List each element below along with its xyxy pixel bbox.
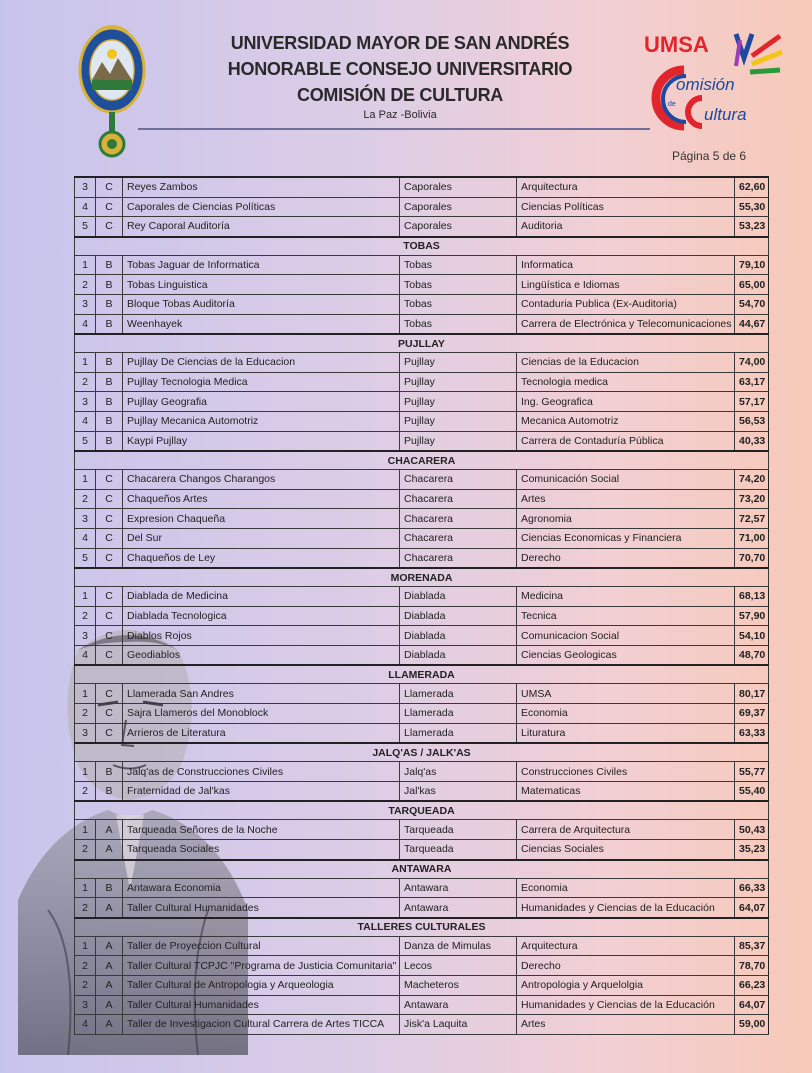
table-row: [75, 197, 769, 217]
table-row: [75, 294, 769, 314]
academic-unit-cell: Humanidades y Ciencias de la Educación: [517, 898, 735, 918]
table-row: [75, 275, 769, 295]
table-row: [75, 177, 769, 197]
score-cell: 53,23: [735, 217, 769, 237]
category-cell: C: [96, 626, 123, 646]
group-name-cell: Taller de Proyeccion Cultural: [123, 936, 400, 956]
group-name-cell: Taller Cultural Humanidades: [123, 898, 400, 918]
dance-type-cell: Caporales: [400, 217, 517, 237]
category-cell: B: [96, 392, 123, 412]
dance-type-cell: Tobas: [400, 275, 517, 295]
dance-type-cell: Pujllay: [400, 411, 517, 431]
row-number-cell: 2: [75, 606, 96, 626]
dance-type-cell: Diablada: [400, 587, 517, 607]
group-name-cell: Taller Cultural Humanidades: [123, 995, 400, 1015]
academic-unit-cell: Derecho: [517, 956, 735, 976]
academic-unit-cell: Medicina: [517, 587, 735, 607]
academic-unit-cell: Lituratura: [517, 723, 735, 743]
document-header: [180, 30, 620, 122]
section-header-row: [75, 568, 769, 587]
row-number-cell: 2: [75, 976, 96, 996]
dance-type-cell: Llamerada: [400, 723, 517, 743]
row-number-cell: 2: [75, 956, 96, 976]
section-title: JALQ'AS / JALK'AS: [75, 743, 769, 762]
section-title: LLAMERADA: [75, 665, 769, 684]
score-cell: 57,17: [735, 392, 769, 412]
results-table: [74, 176, 769, 1035]
academic-unit-cell: Informatica: [517, 255, 735, 275]
dance-type-cell: Chacarera: [400, 548, 517, 568]
section-header-row: [75, 918, 769, 937]
academic-unit-cell: Economia: [517, 878, 735, 898]
group-name-cell: Diablada Tecnologica: [123, 606, 400, 626]
academic-unit-cell: Tecnica: [517, 606, 735, 626]
category-cell: C: [96, 645, 123, 665]
row-number-cell: 5: [75, 431, 96, 451]
commission-name: COMISIÓN DE CULTURA: [297, 85, 503, 105]
score-cell: 85,37: [735, 936, 769, 956]
category-cell: C: [96, 704, 123, 724]
header-divider: [138, 128, 650, 130]
academic-unit-cell: Ciencias de la Educacion: [517, 353, 735, 373]
academic-unit-cell: Tecnologia medica: [517, 372, 735, 392]
score-cell: 54,70: [735, 294, 769, 314]
academic-unit-cell: Ciencias Sociales: [517, 840, 735, 860]
dance-type-cell: Pujllay: [400, 353, 517, 373]
university-seal-logo: [76, 18, 148, 166]
row-number-cell: 4: [75, 645, 96, 665]
group-name-cell: Caporales de Ciencias Políticas: [123, 197, 400, 217]
row-number-cell: 4: [75, 528, 96, 548]
section-title: ANTAWARA: [75, 860, 769, 879]
dance-type-cell: Jisk'a Laquita: [400, 1015, 517, 1035]
group-name-cell: Pujllay Geografia: [123, 392, 400, 412]
score-cell: 79,10: [735, 255, 769, 275]
score-cell: 44,67: [735, 314, 769, 334]
academic-unit-cell: Ciencias Políticas: [517, 197, 735, 217]
category-cell: C: [96, 470, 123, 490]
score-cell: 74,20: [735, 470, 769, 490]
category-cell: C: [96, 489, 123, 509]
umsa-comision-cultura-logo: [640, 26, 790, 138]
row-number-cell: 1: [75, 684, 96, 704]
table-row: [75, 314, 769, 334]
group-name-cell: Sajra Llameros del Monoblock: [123, 704, 400, 724]
score-cell: 63,33: [735, 723, 769, 743]
dance-type-cell: Tarqueada: [400, 820, 517, 840]
table-row: [75, 255, 769, 275]
group-name-cell: Tobas Linguistica: [123, 275, 400, 295]
location: La Paz -Bolivia: [363, 109, 437, 121]
group-name-cell: Jalq'as de Construcciones Civiles: [123, 762, 400, 782]
category-cell: A: [96, 820, 123, 840]
score-cell: 40,33: [735, 431, 769, 451]
group-name-cell: Pujllay Mecanica Automotriz: [123, 411, 400, 431]
group-name-cell: Reyes Zambos: [123, 177, 400, 197]
group-name-cell: Diablos Rojos: [123, 626, 400, 646]
dance-type-cell: Pujllay: [400, 392, 517, 412]
dance-type-cell: Chacarera: [400, 489, 517, 509]
score-cell: 64,07: [735, 995, 769, 1015]
academic-unit-cell: Mecanica Automotriz: [517, 411, 735, 431]
group-name-cell: Rey Caporal Auditoría: [123, 217, 400, 237]
group-name-cell: Geodiablos: [123, 645, 400, 665]
academic-unit-cell: Arquitectura: [517, 936, 735, 956]
academic-unit-cell: Economia: [517, 704, 735, 724]
section-header-row: [75, 860, 769, 879]
section-header-row: [75, 801, 769, 820]
row-number-cell: 4: [75, 411, 96, 431]
row-number-cell: 1: [75, 255, 96, 275]
table-row: [75, 587, 769, 607]
category-cell: A: [96, 995, 123, 1015]
dance-type-cell: Chacarera: [400, 509, 517, 529]
academic-unit-cell: Artes: [517, 489, 735, 509]
table-row: [75, 626, 769, 646]
table-row: [75, 820, 769, 840]
category-cell: C: [96, 684, 123, 704]
table-row: [75, 898, 769, 918]
row-number-cell: 2: [75, 704, 96, 724]
dance-type-cell: Diablada: [400, 626, 517, 646]
row-number-cell: 5: [75, 217, 96, 237]
score-cell: 70,70: [735, 548, 769, 568]
row-number-cell: 2: [75, 898, 96, 918]
category-cell: C: [96, 723, 123, 743]
university-name: UNIVERSIDAD MAYOR DE SAN ANDRÉS: [230, 33, 570, 53]
row-number-cell: 1: [75, 936, 96, 956]
dance-type-cell: Diablada: [400, 606, 517, 626]
section-header-row: [75, 237, 769, 256]
group-name-cell: Antawara Economia: [123, 878, 400, 898]
row-number-cell: 4: [75, 314, 96, 334]
academic-unit-cell: Carrera de Electrónica y Telecomunicaciones: [517, 314, 735, 334]
dance-type-cell: Tarqueada: [400, 840, 517, 860]
category-cell: B: [96, 353, 123, 373]
row-number-cell: 2: [75, 840, 96, 860]
section-header-row: [75, 451, 769, 470]
score-cell: 78,70: [735, 956, 769, 976]
group-name-cell: Tarqueada Señores de la Noche: [123, 820, 400, 840]
group-name-cell: Arrieros de Literatura: [123, 723, 400, 743]
score-cell: 64,07: [735, 898, 769, 918]
score-cell: 59,00: [735, 1015, 769, 1035]
table-row: [75, 723, 769, 743]
score-cell: 74,00: [735, 353, 769, 373]
category-cell: B: [96, 372, 123, 392]
dance-type-cell: Llamerada: [400, 704, 517, 724]
academic-unit-cell: Auditoria: [517, 217, 735, 237]
academic-unit-cell: Derecho: [517, 548, 735, 568]
table-row: [75, 392, 769, 412]
row-number-cell: 1: [75, 587, 96, 607]
table-row: [75, 528, 769, 548]
group-name-cell: Chacarera Changos Charangos: [123, 470, 400, 490]
section-header-row: [75, 665, 769, 684]
group-name-cell: Llamerada San Andres: [123, 684, 400, 704]
category-cell: A: [96, 898, 123, 918]
category-cell: A: [96, 840, 123, 860]
category-cell: C: [96, 587, 123, 607]
score-cell: 35,23: [735, 840, 769, 860]
group-name-cell: Taller Cultural TCPJC "Programa de Justicia Comunitaria": [123, 956, 400, 976]
row-number-cell: 5: [75, 548, 96, 568]
section-header-row: [75, 743, 769, 762]
table-row: [75, 548, 769, 568]
table-row: [75, 956, 769, 976]
category-cell: B: [96, 781, 123, 801]
group-name-cell: Tarqueada Sociales: [123, 840, 400, 860]
dance-type-cell: Pujllay: [400, 372, 517, 392]
group-name-cell: Taller Cultural de Antropologia y Arqueologia: [123, 976, 400, 996]
score-cell: 69,37: [735, 704, 769, 724]
dance-type-cell: Tobas: [400, 314, 517, 334]
dance-type-cell: Jal'kas: [400, 781, 517, 801]
academic-unit-cell: Arquitectura: [517, 177, 735, 197]
page-number: Página 5 de 6: [672, 149, 747, 163]
dance-type-cell: Antawara: [400, 995, 517, 1015]
dance-type-cell: Caporales: [400, 177, 517, 197]
score-cell: 57,90: [735, 606, 769, 626]
row-number-cell: 3: [75, 509, 96, 529]
section-title: CHACARERA: [75, 451, 769, 470]
table-row: [75, 1015, 769, 1035]
group-name-cell: Taller de Investigacion Cultural Carrera de Artes TICCA: [123, 1015, 400, 1035]
table-row: [75, 781, 769, 801]
category-cell: B: [96, 294, 123, 314]
group-name-cell: Weenhayek: [123, 314, 400, 334]
category-cell: B: [96, 878, 123, 898]
category-cell: B: [96, 762, 123, 782]
academic-unit-cell: Lingüística e Idiomas: [517, 275, 735, 295]
category-cell: C: [96, 606, 123, 626]
score-cell: 55,40: [735, 781, 769, 801]
score-cell: 68,13: [735, 587, 769, 607]
group-name-cell: Kaypi Pujllay: [123, 431, 400, 451]
row-number-cell: 3: [75, 177, 96, 197]
table-row: [75, 431, 769, 451]
table-row: [75, 684, 769, 704]
score-cell: 73,20: [735, 489, 769, 509]
score-cell: 62,60: [735, 177, 769, 197]
row-number-cell: 1: [75, 820, 96, 840]
table-row: [75, 976, 769, 996]
table-row: [75, 509, 769, 529]
dance-type-cell: Chacarera: [400, 470, 517, 490]
table-row: [75, 645, 769, 665]
row-number-cell: 3: [75, 995, 96, 1015]
score-cell: 65,00: [735, 275, 769, 295]
section-title: TALLERES CULTURALES: [75, 918, 769, 937]
category-cell: A: [96, 956, 123, 976]
row-number-cell: 2: [75, 372, 96, 392]
row-number-cell: 1: [75, 878, 96, 898]
svg-text:ultura: ultura: [704, 105, 747, 124]
score-cell: 63,17: [735, 372, 769, 392]
academic-unit-cell: Ciencias Economicas y Financiera: [517, 528, 735, 548]
row-number-cell: 3: [75, 294, 96, 314]
dance-type-cell: Antawara: [400, 878, 517, 898]
academic-unit-cell: Carrera de Arquitectura: [517, 820, 735, 840]
academic-unit-cell: UMSA: [517, 684, 735, 704]
section-title: TOBAS: [75, 237, 769, 256]
group-name-cell: Bloque Tobas Auditoría: [123, 294, 400, 314]
category-cell: B: [96, 431, 123, 451]
row-number-cell: 1: [75, 353, 96, 373]
dance-type-cell: Pujllay: [400, 431, 517, 451]
score-cell: 80,17: [735, 684, 769, 704]
row-number-cell: 1: [75, 762, 96, 782]
group-name-cell: Del Sur: [123, 528, 400, 548]
row-number-cell: 2: [75, 781, 96, 801]
group-name-cell: Chaqueños de Ley: [123, 548, 400, 568]
table-row: [75, 995, 769, 1015]
dance-type-cell: Lecos: [400, 956, 517, 976]
dance-type-cell: Jalq'as: [400, 762, 517, 782]
section-header-row: [75, 334, 769, 353]
category-cell: A: [96, 936, 123, 956]
academic-unit-cell: Ing. Geografica: [517, 392, 735, 412]
academic-unit-cell: Agronomia: [517, 509, 735, 529]
category-cell: C: [96, 217, 123, 237]
table-row: [75, 217, 769, 237]
section-title: TARQUEADA: [75, 801, 769, 820]
score-cell: 48,70: [735, 645, 769, 665]
academic-unit-cell: Artes: [517, 1015, 735, 1035]
section-title: MORENADA: [75, 568, 769, 587]
table-row: [75, 372, 769, 392]
academic-unit-cell: Construcciones Civiles: [517, 762, 735, 782]
svg-text:UMSA: UMSA: [644, 32, 709, 57]
table-row: [75, 470, 769, 490]
score-cell: 66,33: [735, 878, 769, 898]
dance-type-cell: Chacarera: [400, 528, 517, 548]
academic-unit-cell: Humanidades y Ciencias de la Educación: [517, 995, 735, 1015]
row-number-cell: 3: [75, 723, 96, 743]
category-cell: C: [96, 509, 123, 529]
academic-unit-cell: Comunicación Social: [517, 470, 735, 490]
category-cell: B: [96, 314, 123, 334]
score-cell: 50,43: [735, 820, 769, 840]
row-number-cell: 2: [75, 489, 96, 509]
group-name-cell: Pujllay Tecnologia Medica: [123, 372, 400, 392]
svg-text:de: de: [668, 101, 676, 108]
svg-text:omisión: omisión: [676, 75, 735, 94]
academic-unit-cell: Matematicas: [517, 781, 735, 801]
category-cell: C: [96, 528, 123, 548]
group-name-cell: Pujllay De Ciencias de la Educacion: [123, 353, 400, 373]
score-cell: 55,77: [735, 762, 769, 782]
row-number-cell: 4: [75, 197, 96, 217]
score-cell: 66,23: [735, 976, 769, 996]
dance-type-cell: Macheteros: [400, 976, 517, 996]
dance-type-cell: Llamerada: [400, 684, 517, 704]
table-row: [75, 489, 769, 509]
academic-unit-cell: Carrera de Contaduría Pública: [517, 431, 735, 451]
category-cell: A: [96, 1015, 123, 1035]
table-row: [75, 353, 769, 373]
category-cell: B: [96, 255, 123, 275]
group-name-cell: Chaqueños Artes: [123, 489, 400, 509]
score-cell: 54,10: [735, 626, 769, 646]
row-number-cell: 4: [75, 1015, 96, 1035]
section-title: PUJLLAY: [75, 334, 769, 353]
table-row: [75, 762, 769, 782]
row-number-cell: 2: [75, 275, 96, 295]
score-cell: 56,53: [735, 411, 769, 431]
row-number-cell: 3: [75, 626, 96, 646]
dance-type-cell: Caporales: [400, 197, 517, 217]
category-cell: C: [96, 548, 123, 568]
academic-unit-cell: Ciencias Geologicas: [517, 645, 735, 665]
table-row: [75, 704, 769, 724]
table-row: [75, 840, 769, 860]
category-cell: C: [96, 177, 123, 197]
group-name-cell: Diablada de Medicina: [123, 587, 400, 607]
academic-unit-cell: Comunicacion Social: [517, 626, 735, 646]
row-number-cell: 1: [75, 470, 96, 490]
council-name: HONORABLE CONSEJO UNIVERSITARIO: [227, 59, 573, 79]
dance-type-cell: Danza de Mimulas: [400, 936, 517, 956]
category-cell: A: [96, 976, 123, 996]
score-cell: 55,30: [735, 197, 769, 217]
category-cell: C: [96, 197, 123, 217]
dance-type-cell: Diablada: [400, 645, 517, 665]
dance-type-cell: Tobas: [400, 294, 517, 314]
table-row: [75, 411, 769, 431]
score-cell: 71,00: [735, 528, 769, 548]
group-name-cell: Expresion Chaqueña: [123, 509, 400, 529]
results-table-body: [75, 177, 769, 1034]
table-row: [75, 878, 769, 898]
dance-type-cell: Tobas: [400, 255, 517, 275]
group-name-cell: Tobas Jaguar de Informatica: [123, 255, 400, 275]
academic-unit-cell: Contaduria Publica (Ex-Auditoria): [517, 294, 735, 314]
academic-unit-cell: Antropologia y Arquelolgia: [517, 976, 735, 996]
category-cell: B: [96, 275, 123, 295]
table-row: [75, 936, 769, 956]
group-name-cell: Fraternidad de Jal'kas: [123, 781, 400, 801]
table-row: [75, 606, 769, 626]
row-number-cell: 3: [75, 392, 96, 412]
category-cell: B: [96, 411, 123, 431]
score-cell: 72,57: [735, 509, 769, 529]
dance-type-cell: Antawara: [400, 898, 517, 918]
